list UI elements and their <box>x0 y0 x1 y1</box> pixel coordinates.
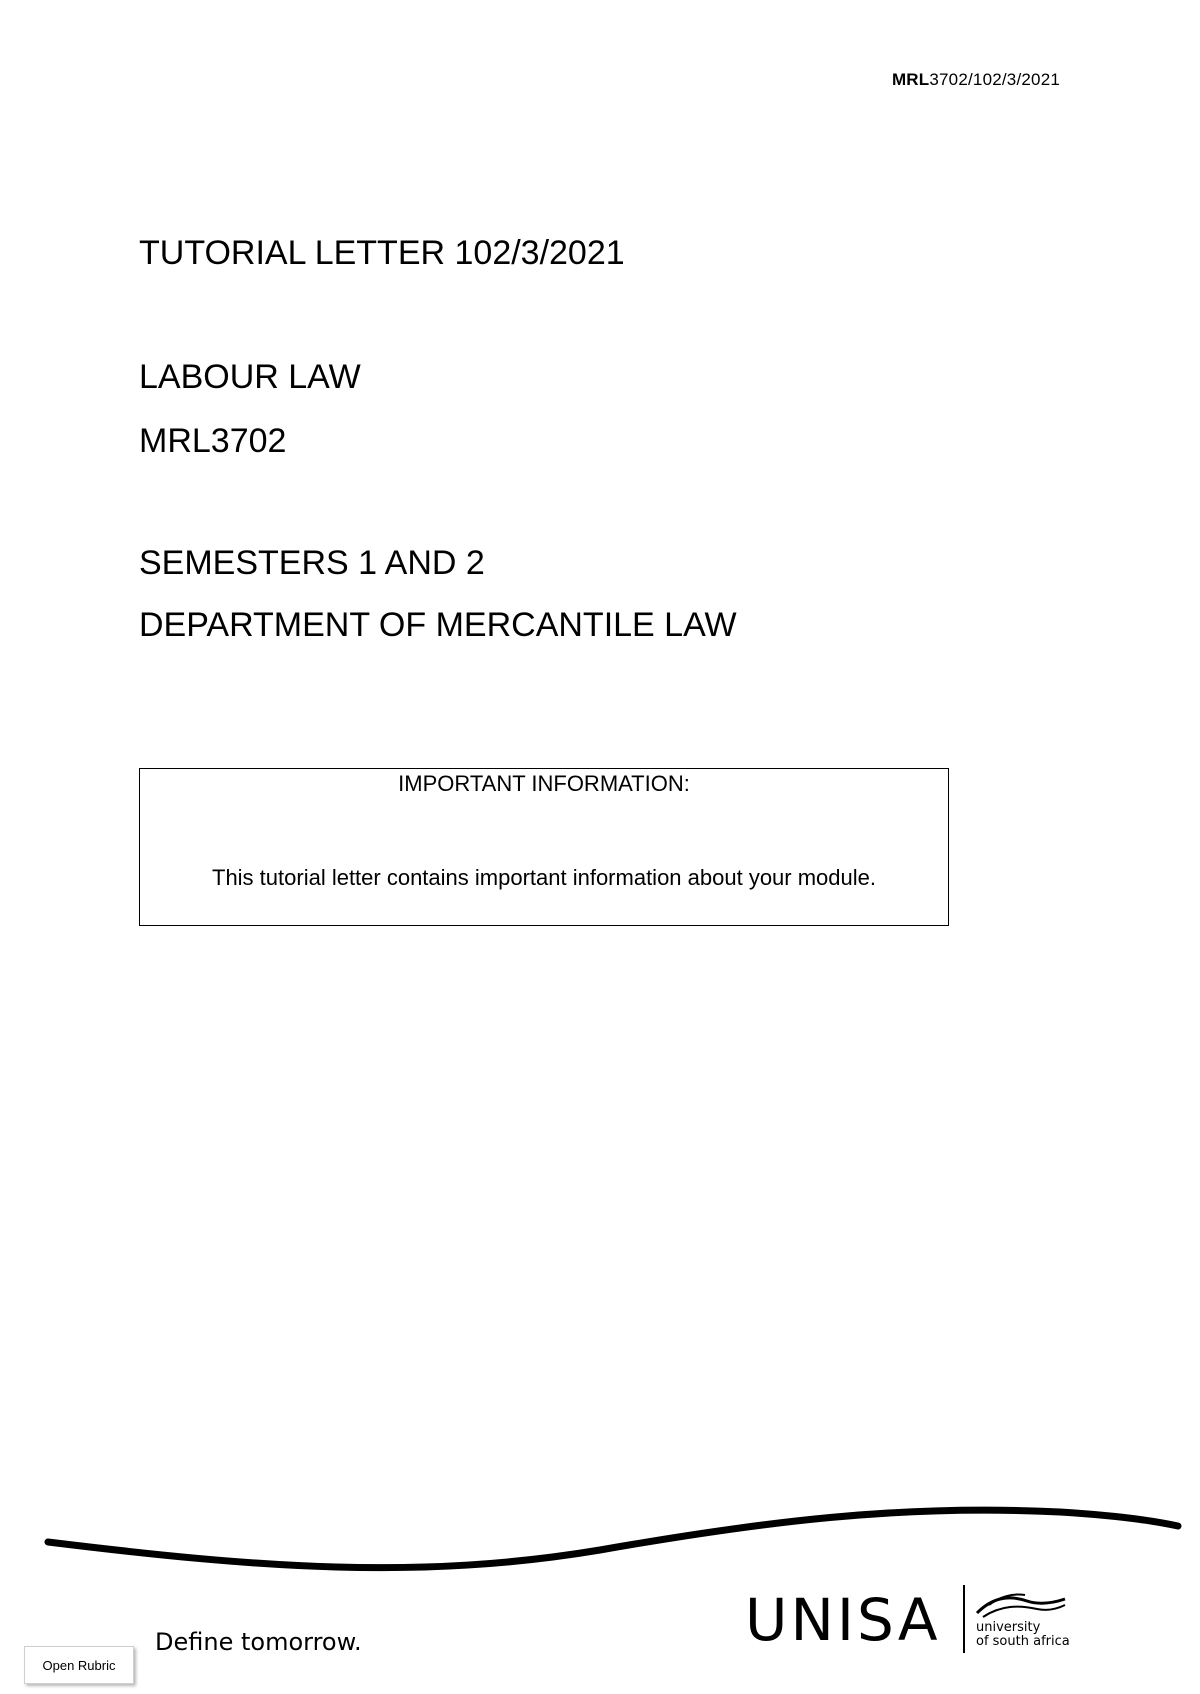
logo-divider <box>963 1585 965 1653</box>
decorative-wave-divider <box>0 1490 1200 1580</box>
semesters-line: SEMESTERS 1 AND 2 <box>139 544 485 582</box>
unisa-logo <box>745 1585 1075 1655</box>
important-information-box <box>139 768 949 926</box>
department-name: DEPARTMENT OF MERCANTILE LAW <box>139 606 737 644</box>
logo-subtitle-line-1: university <box>976 1620 1041 1635</box>
tutorial-letter-title: TUTORIAL LETTER 102/3/2021 <box>139 234 625 272</box>
module-code: MRL3702 <box>139 422 287 460</box>
unisa-swoosh-icon <box>975 1591 1067 1619</box>
document-code-suffix: 3702/102/3/2021 <box>929 70 1060 89</box>
footer-tagline: Define tomorrow. <box>155 1628 362 1656</box>
info-box-heading: IMPORTANT INFORMATION: <box>398 771 690 796</box>
document-reference-code <box>892 70 1060 90</box>
unisa-logo-subtitle <box>976 1621 1070 1649</box>
document-code-prefix: MRL <box>891 70 930 89</box>
logo-subtitle-line-2: of south africa <box>976 1634 1070 1649</box>
info-box-text: This tutorial letter contains important information about your module. <box>212 865 876 890</box>
module-name: LABOUR LAW <box>139 358 361 396</box>
open-rubric-button[interactable]: Open Rubric <box>24 1646 134 1684</box>
unisa-logo-wordmark: UNISA <box>745 1586 941 1654</box>
